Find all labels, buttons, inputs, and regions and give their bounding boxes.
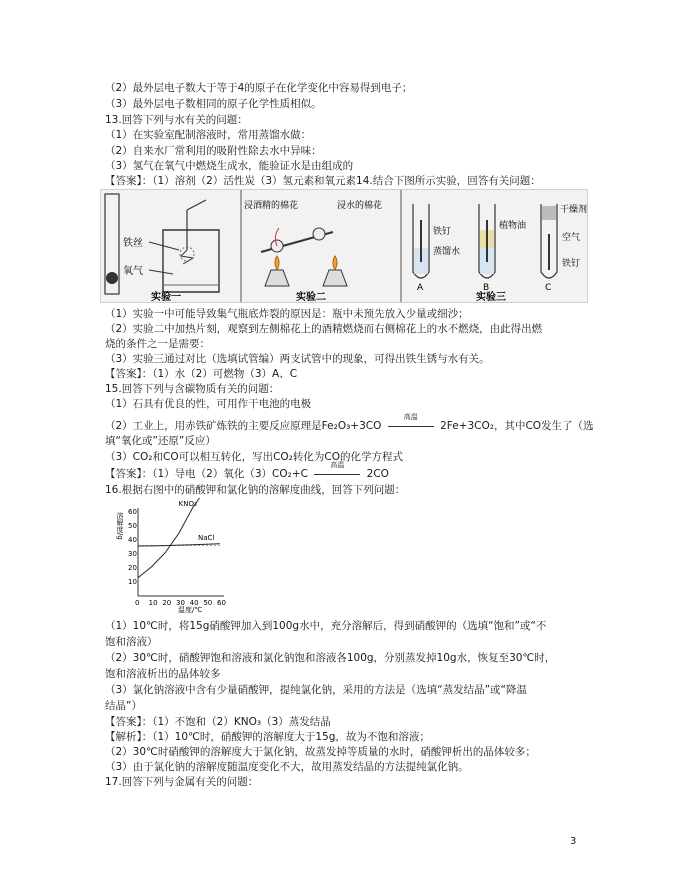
x-tick-label: 50	[203, 599, 213, 607]
reaction-arrow	[311, 461, 363, 481]
x-tick-label: 10	[148, 599, 158, 607]
desiccant-label: 干燥剂	[560, 205, 588, 215]
y-tick-label: 20	[128, 564, 137, 572]
text-line: （1）实验一中可能导致集气瓶底炸裂的原因是：瓶中未预先放入少量或细沙；	[105, 308, 469, 320]
y-tick-label: 50	[128, 522, 137, 530]
text-line: （3）CO₂和CO可以相互转化，写出CO₂转化为CO的化学方程式	[105, 451, 403, 463]
answer-14: 【答案】：（1）水（2）可燃物（3）A、C	[105, 368, 298, 380]
equation-suffix: 2Fe+3CO₂，其中CO发生了（选	[440, 420, 594, 432]
y-tick-label: 40	[128, 536, 137, 544]
oxygen-label: 氧气	[123, 266, 143, 277]
text-line: （1）石具有优良的性，可用作干电池的电极	[105, 398, 312, 410]
experiment-2-drawing	[261, 228, 347, 286]
nail-a-label: 铁钉	[433, 227, 452, 237]
solubility-chart	[116, 499, 235, 614]
page-number: 3	[570, 836, 577, 847]
series-line	[138, 498, 200, 578]
text-line: （3）氯化钠溶液中含有少量硝酸钾，提纯氯化钠，采用的方法是（选填“蒸发结晶”或“降温	[105, 684, 527, 696]
text-line: （1）10℃时，将15g硝酸钾加入到100g水中，充分溶解后，得到硝酸钾的（选填“饱和”或“不	[105, 620, 547, 632]
answer-15	[105, 461, 585, 481]
text-line: （2）最外层电子数大于等于4的原子在化学变化中容易得到电子；	[105, 82, 413, 94]
answer-suffix: 2CO	[366, 468, 389, 480]
equation-line	[105, 413, 594, 433]
water-cotton-label: 浸水的棉花	[337, 201, 383, 211]
text-line: 饱和溶液）	[105, 636, 158, 648]
equation-prefix: （2）工业上，用赤铁矿炼铁的主要反应原理是Fe₂O₃+3CO	[105, 420, 382, 432]
text-line: （3）实验三通过对比（选填试管编）两支试管中的现象，可得出铁生锈与水有关。	[105, 353, 490, 365]
answer-13: 【答案】：（1）溶剂（2）活性炭（3）氢元素和氧元素14.结合下图所示实验，回答有关问题：	[105, 175, 541, 187]
x-tick-label: 40	[189, 599, 199, 607]
series-label: KNO₃	[178, 499, 197, 508]
experiment-1-label: 实验一	[151, 292, 181, 303]
x-tick-label: 20	[162, 599, 172, 607]
x-tick-label: 0	[135, 599, 140, 607]
air-label: 空气	[562, 233, 581, 243]
y-tick-label: 60	[128, 508, 137, 516]
question-15: 15.回答下列与含碳物质有关的问题：	[105, 383, 280, 395]
question-13: 13.回答下列与水有关的问题：	[105, 114, 248, 126]
y-tick-label: 10	[128, 578, 137, 586]
y-axis-label: 溶解度/g	[116, 512, 124, 540]
reaction-arrow	[385, 413, 437, 433]
plant-oil-label: 植物油	[499, 221, 527, 231]
tube-a-label: A	[417, 283, 424, 293]
answer-prefix: 【答案】：（1）导电（2）氧化（3）CO₂+C	[105, 468, 308, 480]
distilled-water-label: 蒸馏水	[433, 247, 461, 257]
text-line: （2）自来水厂常利用的吸附性除去水中异味：	[105, 145, 322, 157]
y-tick-label: 30	[128, 550, 137, 558]
explanation-line: （2）30℃时硝酸钾的溶解度大于氯化钠，故蒸发掉等质量的水时，硝酸钾析出的晶体较多；	[105, 746, 536, 758]
condition-label: 高温	[403, 413, 418, 421]
series-label: NaCl	[198, 533, 215, 542]
explanation-line: 【解析】：（1）10℃时，硝酸钾的溶解度大于15g，故为不饱和溶液；	[105, 731, 430, 743]
experiment-3-drawing	[413, 204, 557, 278]
nail-c-label: 铁钉	[562, 259, 581, 269]
tube-b-label: B	[483, 283, 490, 293]
text-line: （1）在实验室配制溶液时，常用蒸馏水做：	[105, 129, 312, 141]
experiment-2-label: 实验二	[296, 292, 326, 303]
text-line: 烧的条件之一是需要：	[105, 338, 210, 350]
x-axis-label: 温度/℃	[178, 606, 203, 614]
x-tick-label: 60	[217, 599, 226, 607]
x-tick-label: 30	[176, 599, 185, 607]
iron-wire-label: 铁丝	[123, 238, 143, 249]
text-line: （2）30℃时，硝酸钾饱和溶液和氯化钠饱和溶液各100g，分别蒸发掉10g水，恢复至30℃时，	[105, 652, 556, 664]
explanation-line: （3）由于氯化钠的溶解度随温度变化不大，故用蒸发结晶的方法提纯氯化钠。	[105, 761, 469, 773]
condition-label: 高温	[330, 461, 345, 469]
text-line: 饱和溶液析出的晶体较多	[105, 668, 221, 680]
text-line: （2）实验二中加热片刻，观察到左侧棉花上的酒精燃烧而右侧棉花上的水不燃烧，由此得出燃	[105, 323, 543, 335]
alcohol-cotton-label: 浸酒精的棉花	[244, 201, 299, 211]
experiment-3-label: 实验三	[476, 292, 506, 303]
text-line: （3）最外层电子数相同的原子化学性质相似。	[105, 98, 322, 110]
experiments-figure	[100, 189, 588, 303]
question-17: 17.回答下列与金属有关的问题：	[105, 776, 259, 788]
tube-c-label: C	[545, 283, 552, 293]
question-16: 16.根据右图中的硝酸钾和氯化钠的溶解度曲线，回答下列问题：	[105, 484, 406, 496]
text-line: 结晶”）	[105, 700, 142, 712]
text-line: 填“氧化或”还原”反应）	[105, 435, 216, 447]
text-line: （3）氢气在氧气中燃烧生成水，能验证水是由组成的	[105, 160, 354, 172]
answer-16: 【答案】：（1）不饱和（2）KNO₃（3）蒸发结晶	[105, 716, 331, 728]
